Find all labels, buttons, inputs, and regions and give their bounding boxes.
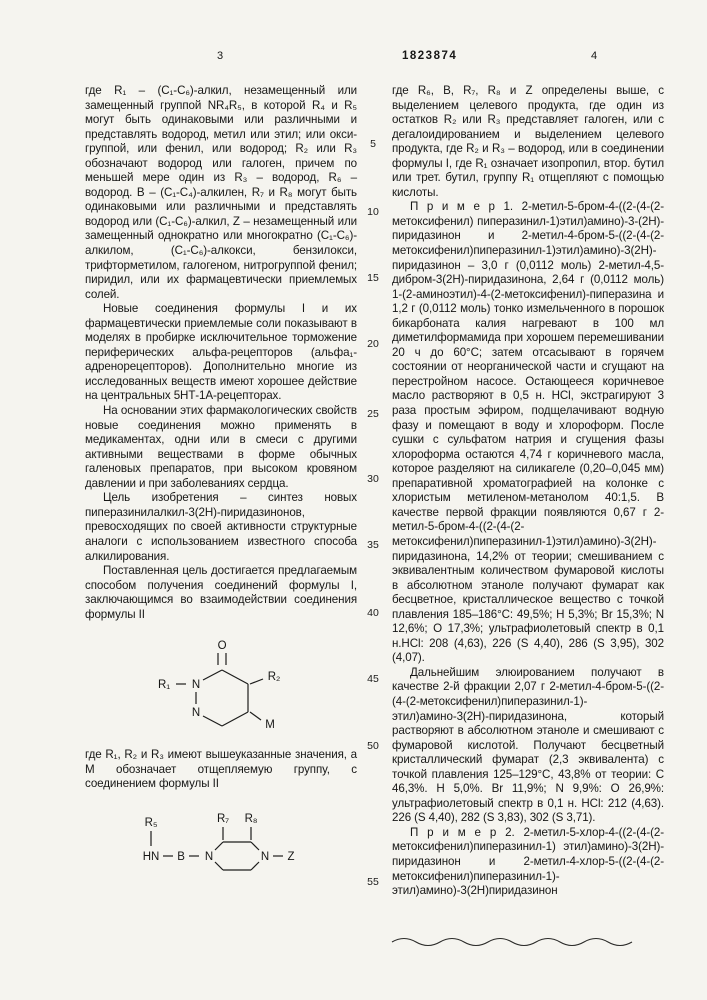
atom-label-oxygen: O [217, 640, 227, 653]
paragraph: где R₁ – (С₁-С₆)-алкил, незамещенный или замещенный группой NR₄R₅, в которой R₄ и R₅ могут быть одинаковыми или различными и представлять водород, метил или этил; или окси-группой, или фенил, или водород; R₂ или R₃ обозначают водород или галоген, причем по меньшей мере один из R₃ – водород, R₆ – водород. В – (С₁-С₄)-алкилен, R₇ и R₈ могут быть одинаковыми или различными и представлять водород или (С₁-С₆)-алкил, Z – незамещенный или замещенный однократно или многократно (С₁-С₆)-алкилом, (С₁-С₆)-алкокси, бензилокси, трифторметилом, галогеном, нитрогруппой фенил; пиридил, или их фармацевтически приемлемых солей. [85, 84, 357, 301]
paragraph: Поставленная цель достигается предлагаемым способом получения соединений формулы I, заключающимся во взаимодействии соединения формулы II [85, 564, 357, 621]
paragraph-example-2: П р и м е р 2. 2-метил-5-хлор-4-((2-(4-(2-метоксифенил)пиперазинил-1) этил)амино)-3(2Н)-пиридазинон и 2-метил-4-хлор-5-((2-(4-(2-метоксифенил)пиперазинил-1)-этил)амино)-3(2Н)пиридазинон [392, 825, 664, 898]
substituent-label-r8: R₈ [244, 812, 258, 825]
substituent-label-m: M [265, 719, 275, 732]
gutter-line-number: 45 [367, 673, 379, 685]
gutter-line-number: 30 [367, 473, 379, 485]
scan-squiggle-line [390, 936, 640, 948]
paragraph-example-1: П р и м е р 1. 2-метил-5-бром-4-((2-(4-(2-метоксифенил) пиперазинил-1)этил)амино)-3-(2Н)-пиридазинон и 2-метил-4-бром-5-((2-(4-(2-метоксифенил)пиперазинил-1)этил)амино)-3(2Н)-пиридазинон – 3,0 г (0,0112 моль) 2-метил-4,5-дибром-3(2Н)-пиридазинона, 2,64 г (0,0112 моль) 1-(2-аминоэтил)-4-(2-метоксифенил)-пиперазина и 1,2 г (0,0112 моль) тонко измельченного в порошок бикарбоната калия нагревают в 100 мл диметилформамида при хорошем перемешивании 20 ч до 60°С; затем отсасывают в горячем состоянии от неорганической части и сгущают на перестройном насосе. Остающееся коричневое масло растворяют в 0,5 н. HCl, экстрагируют 3 раза простым эфиром, подщелачивают водную фазу и помещают в воду и хлороформ. После сушки с сульфатом натрия и сгущения фазы хлороформа остаются 4,74 г коричневого масла, которое разделяют на силикагеле (0,20–0,045 мм) препаративной хроматографией на колонке с хлористым метиленом-метанолом 40:1,5. В качестве первой фракции появляются 0,67 г 2-метил-5-бром-4-((2-(4-(2-метоксифенил)пиперазинил-1)этил)амино)-3(2Н)-пиридазинона, 14,2% от теории; смешиванием с эквивалентным количеством фумаровой кислоты в абсолютном этаноле получают фумарат как бесцветное, кристаллическое вещество с точкой плавления 185–186°С: 49,5%; Н 5,3%; Br 15,3%; N 12,6%; О 17,3%; ультрафиолетовый спектр в 0,1 н.HCl: 208 (4,63), 226 (S 4,40), 286 (S 3,95), 302 (4,07). [392, 200, 664, 665]
bond-lines [151, 827, 283, 870]
gutter-line-number: 15 [367, 272, 379, 284]
linker-label-b: B [177, 850, 185, 863]
substituent-label-r5: R₅ [144, 816, 158, 829]
paragraph: где R₁, R₂ и R₃ имеют вышеуказанные значения, а М обозначает отщепляемую группу, с соединением формулы II [85, 748, 357, 791]
patent-number: 1823874 [402, 50, 458, 62]
atom-label-nitrogen: N [191, 679, 201, 692]
substituent-label-r7: R₇ [216, 812, 230, 825]
paragraph: Новые соединения формулы I и их фармацевтически приемлемые соли показывают в моделях в пробирке исключительное торможение периферических альфа-рецепторов (альфа₁-адренорецепторов). Дополнительно многие из исследованных веществ имеют хорошее действие на центральных 5НТ-1А-рецепторах. [85, 302, 357, 403]
gutter-line-number: 50 [367, 740, 379, 752]
page-number-left: 3 [217, 50, 224, 62]
gutter-line-number: 40 [367, 607, 379, 619]
piperazine-structure-drawing [121, 808, 321, 900]
right-column [392, 84, 664, 899]
gutter-line-number: 55 [367, 876, 379, 888]
substituent-label-r1: R₁ [158, 679, 170, 692]
gutter-line-number: 20 [367, 338, 379, 350]
left-column [85, 84, 357, 906]
paragraph: На основании этих фармакологических свойств новые соединения можно применять в медикаментах, одни или в смеси с другими активными веществами в форме обычных галеновых препаратов, при высоком кровяном давлении и при заболеваниях сердца. [85, 404, 357, 490]
page-number-right: 4 [591, 50, 598, 62]
paragraph: где R₆, В, R₇, R₈ и Z определены выше, с выделением целевого продукта, где один из остатков R₂ или R₃ представляет галоген, или с дегалоидированием и выделением целевого продукта, где R₂ и R₃ – водород, или в соединении формулы I, где R₁ означает изопропил, втор. бутил или трет. бутил, группу R₁ отщепляют с помощью кислоты. [392, 84, 664, 199]
substituent-label-r2: R₂ [267, 671, 281, 684]
gutter-line-number: 10 [367, 206, 379, 218]
gutter-line-number: 35 [367, 539, 379, 551]
bond-lines [176, 653, 263, 726]
gutter-line-number: 25 [367, 408, 379, 420]
gutter-line-number: 5 [370, 138, 376, 150]
paragraph: Цель изобретения – синтез новых пиперазинилалкил-3(2Н)-пиридазинонов, превосходящих по своей активности структурные аналоги с использованием известного способа алкилирования. [85, 491, 357, 563]
atom-label-hn: HN [142, 850, 160, 863]
substituent-label-z: Z [287, 850, 295, 863]
atom-label-nitrogen: N [191, 707, 201, 720]
atom-label-nitrogen: N [204, 850, 214, 863]
atom-label-nitrogen: N [260, 850, 270, 863]
paragraph: Дальнейшим элюированием получают в качестве 2-й фракции 2,07 г 2-метил-4-бром-5-((2-(4-(2-метоксифенил)пиперазинил-1)-этил)амино-3(2Н)-пиридазинона, который растворяют в абсолютном этаноле и смешивают с фумаровой кислотой. Получают бесцветный кристаллический фумарат (2,3 эквивалента) с точкой плавления 125–129°С, 43,8% от теории: С 46,3%. Н 5,0%. Br 11,9%; N 9,9%: О 26,9%: ультрафиолетовый спектр в 0,1 н. HCl: 212 (4,63). 226 (S 4,40), 282 (S 3,83), 302 (S 3,71). [392, 665, 664, 825]
pyridazinone-structure-drawing [136, 634, 306, 742]
